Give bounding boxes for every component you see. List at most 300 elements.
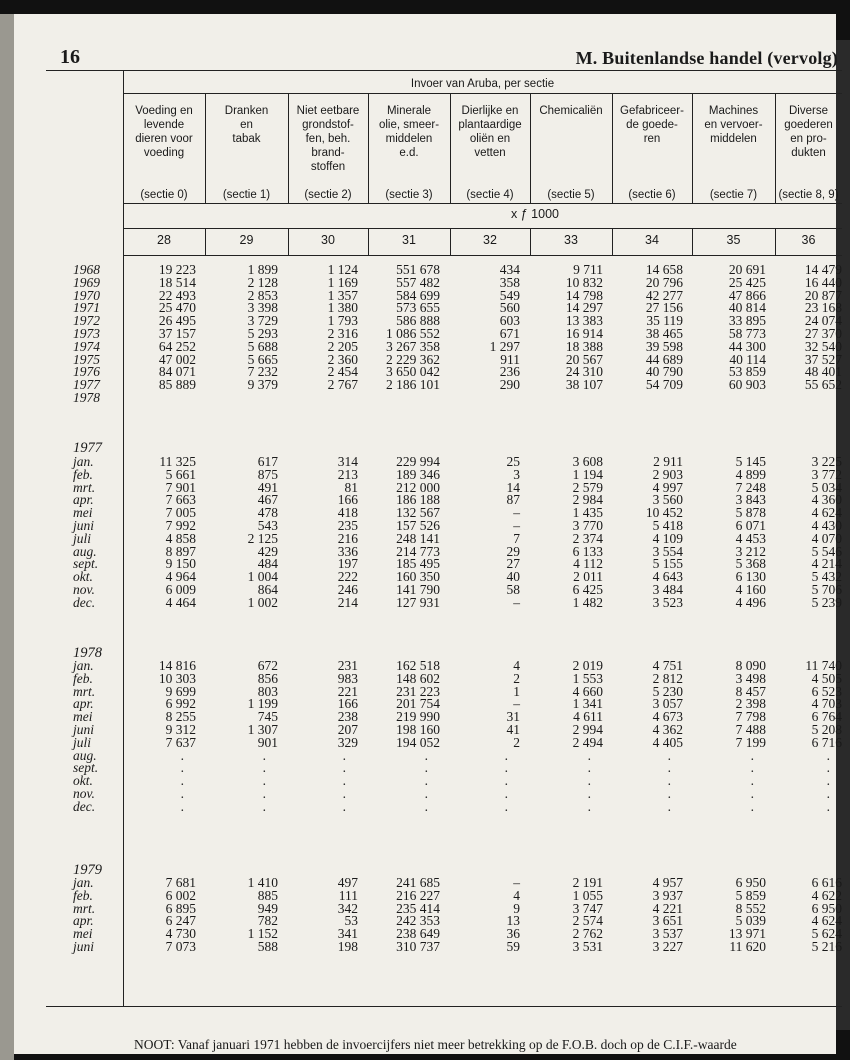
table-cell: . [262, 760, 266, 776]
table-cell: 14 658 [645, 262, 683, 277]
table-cell: 586 888 [396, 313, 440, 329]
table-cell: 4 964 [165, 569, 196, 585]
column-heading: Gefabriceer- de goede- ren [620, 105, 684, 145]
table-cell: 7 073 [165, 939, 196, 954]
table-cell: 2 125 [247, 530, 278, 546]
table-cell: . [826, 786, 830, 801]
table-cell: 58 [506, 582, 520, 597]
table-cell: 229 994 [396, 454, 440, 469]
table-cell: 2 191 [572, 875, 603, 890]
table-cell: 8 457 [735, 683, 766, 699]
table-cell: . [262, 773, 266, 789]
table-cell: 560 [499, 300, 520, 316]
table-cell: 901 [257, 734, 278, 750]
table-cell: 4 [513, 887, 520, 903]
table-cell: 4 160 [735, 582, 766, 597]
table-cell: . [262, 798, 266, 814]
table-cell: 219 990 [396, 709, 440, 725]
section-label: (sectie 1) [222, 189, 271, 201]
table-cell: 4 660 [572, 683, 603, 699]
table-cell: 543 [257, 518, 278, 533]
table-cell: 4 360 [811, 492, 842, 508]
table-cell: 16 440 [804, 274, 842, 290]
table-cell: 6 616 [811, 875, 842, 890]
column-number: 33 [564, 233, 578, 247]
row-label: sept. [73, 760, 99, 776]
column-number-rule [123, 255, 842, 256]
table-cell: 231 223 [396, 683, 440, 699]
table-cell: 4 405 [652, 734, 683, 750]
table-cell: 2 128 [247, 274, 278, 290]
table-cell: . [504, 760, 508, 776]
table-cell: 9 699 [165, 683, 196, 699]
table-cell: 42 277 [645, 287, 683, 303]
table-cell: 4 624 [811, 505, 842, 521]
table-cell: . [262, 786, 266, 801]
table-cell: 13 383 [565, 313, 603, 329]
table-cell: 2 494 [572, 734, 603, 750]
table-cell: 87 [506, 492, 520, 508]
table-cell: . [262, 747, 266, 763]
table-cell: 40 114 [729, 351, 766, 367]
table-cell: 4 496 [735, 594, 766, 610]
table-cell: 7 992 [165, 518, 196, 533]
row-label: okt. [73, 569, 93, 585]
table-cell: 207 [337, 722, 358, 737]
page-edge [0, 14, 14, 1060]
table-cell: 478 [257, 505, 278, 521]
column-number: 32 [483, 233, 497, 247]
row-label: feb. [73, 466, 93, 482]
page-number: 16 [60, 46, 80, 68]
table-cell: 782 [257, 913, 278, 929]
table-cell: 573 655 [396, 300, 440, 316]
table-cell: 4 957 [652, 875, 683, 890]
row-label: apr. [73, 492, 94, 508]
table-cell: 2 011 [573, 569, 603, 585]
table-cell: . [180, 760, 184, 776]
table-cell: 6 716 [811, 734, 842, 750]
table-cell: 3 770 [572, 518, 603, 533]
table-cell: 3 729 [247, 313, 278, 329]
table-cell: 2 [513, 734, 520, 750]
table-cell: 6 247 [165, 913, 196, 929]
table-cell: 20 691 [728, 262, 766, 277]
table-cell: 44 689 [645, 351, 683, 367]
table-cell: 329 [337, 734, 358, 750]
table-cell: 85 889 [158, 377, 196, 393]
table-cell: . [504, 798, 508, 814]
table-cell: 19 223 [158, 262, 196, 277]
table-cell: 4 362 [652, 722, 683, 737]
table-cell: 1 793 [327, 313, 358, 329]
table-cell: 64 252 [158, 338, 196, 354]
table-cell: 6 950 [811, 900, 842, 916]
table-cell: 6 002 [165, 887, 196, 903]
table-cell: 7 488 [735, 722, 766, 737]
column-number: 31 [402, 233, 416, 247]
row-label: 1975 [73, 351, 100, 367]
table-cell: . [342, 773, 346, 789]
table-cell: 231 [337, 658, 358, 673]
table-cell: 41 [506, 722, 520, 737]
table-cell: 1 169 [327, 274, 358, 290]
table-cell: 6 764 [811, 709, 842, 725]
table-cell: 216 227 [396, 887, 440, 903]
table-cell: 9 [513, 900, 520, 916]
table-cell: 197 [337, 556, 358, 572]
table-cell: 7 005 [165, 505, 196, 521]
table-cell: 58 773 [728, 326, 766, 341]
row-label: 1977 [73, 377, 100, 393]
table-cell: 216 [337, 530, 358, 546]
row-label: okt. [73, 773, 93, 789]
table-cell: 3 484 [652, 582, 683, 597]
table-cell: . [587, 747, 591, 763]
table-cell: 3 523 [652, 594, 683, 610]
table-cell: 7 901 [165, 479, 196, 495]
table-cell: 4 221 [652, 900, 683, 916]
table-cell: 5 878 [735, 505, 766, 521]
table-cell: 27 370 [804, 326, 842, 341]
column-number: 35 [726, 233, 741, 247]
table-cell: 241 685 [396, 875, 440, 890]
row-label: nov. [73, 582, 95, 597]
table-cell: 4 899 [735, 466, 766, 482]
table-cell: 5 230 [652, 683, 683, 699]
table-cell: 2 205 [327, 338, 358, 354]
table-cell: 1 410 [247, 875, 278, 890]
table-cell: 20 796 [645, 274, 683, 290]
table-cell: – [513, 518, 520, 533]
table-cell: 3 650 042 [386, 364, 440, 380]
table-cell: 84 071 [158, 364, 196, 380]
table-cell: 949 [257, 900, 278, 916]
table-cell: 9 150 [165, 556, 196, 572]
table-cell: 14 479 [804, 262, 842, 277]
top-rule [46, 70, 842, 71]
table-cell: 2 186 101 [386, 377, 440, 393]
table-cell: 603 [499, 313, 520, 329]
table-cell: 497 [337, 875, 358, 890]
table-cell: . [424, 747, 428, 763]
table-cell: 166 [337, 696, 358, 712]
table-cell: 26 495 [158, 313, 196, 329]
row-label: juni [73, 518, 95, 533]
table-cell: . [342, 760, 346, 776]
table-cell: 7 248 [735, 479, 766, 495]
table-cell: 8 552 [735, 900, 766, 916]
row-label: juni [73, 722, 95, 737]
table-cell: 214 773 [396, 543, 440, 559]
row-label: 1970 [73, 287, 100, 303]
table-cell: 4 464 [165, 594, 196, 610]
row-label: aug. [73, 747, 97, 763]
table-cell: 2 994 [572, 722, 603, 737]
column-number: 34 [645, 233, 659, 247]
table-cell: 5 665 [247, 351, 278, 367]
table-cell: 3 651 [652, 913, 683, 929]
table-cell: 3 608 [572, 454, 603, 469]
table-cell: 201 754 [396, 696, 440, 712]
table-cell: 44 300 [728, 338, 766, 354]
table-cell: 6 523 [811, 683, 842, 699]
table-cell: 1 435 [572, 505, 603, 521]
section-label: (sectie 2) [304, 189, 352, 201]
table-cell: . [587, 798, 591, 814]
section-label: (sectie 0) [140, 189, 188, 201]
table-cell: 4 622 [811, 887, 842, 903]
column-number: 29 [239, 233, 254, 247]
table-cell: 1 [513, 683, 520, 699]
table-cell: 20 567 [565, 351, 603, 367]
table-cell: 5 706 [811, 582, 842, 597]
table-cell: 3 747 [572, 900, 603, 916]
table-cell: 5 546 [811, 543, 842, 559]
section-label: (sectie 4) [466, 189, 514, 201]
table-cell: 238 [337, 709, 358, 725]
table-cell: 1 124 [327, 262, 358, 277]
table-cell: 157 526 [396, 518, 440, 533]
table-cell: 2 812 [652, 670, 683, 686]
table-cell: 48 401 [804, 364, 842, 380]
table-cell: . [826, 760, 830, 776]
table-cell: 1 307 [247, 722, 278, 737]
row-label: 1978 [73, 390, 100, 405]
table-cell: 236 [499, 364, 520, 380]
row-label: dec. [73, 594, 96, 610]
table-cell: 13 [506, 913, 520, 929]
table-cell: 1 341 [572, 696, 603, 712]
table-cell: 3 227 [652, 939, 683, 954]
row-label: mrt. [73, 900, 96, 916]
footnote: NOOT: Vanaf januari 1971 hebben de invoercijfers niet meer betrekking op de F.O.B. doch op de C.I.F.-waarde [134, 1037, 737, 1052]
row-label: 1976 [73, 364, 100, 380]
row-label: mrt. [73, 479, 96, 495]
column-heading: Diverse goederen en pro- dukten [784, 105, 833, 159]
table-cell: 5 661 [165, 466, 196, 482]
table-cell: 10 832 [565, 274, 603, 290]
table-cell: 2 911 [653, 454, 683, 469]
table-cell: 4 [513, 658, 520, 673]
table-cell: 467 [257, 492, 278, 508]
table-cell: 911 [500, 351, 520, 367]
table-cell: – [513, 505, 520, 521]
table-cell: 584 699 [396, 287, 440, 303]
table-cell: 7 232 [247, 364, 278, 380]
table-cell: . [180, 773, 184, 789]
table-cell: 11 620 [729, 939, 766, 954]
table-cell: 1 482 [572, 594, 603, 610]
table-cell: 2 360 [327, 351, 358, 367]
table-cell: 875 [257, 466, 278, 482]
table-cell: 148 602 [396, 670, 440, 686]
table-cell: 221 [337, 683, 358, 699]
table-cell: 5 155 [652, 556, 683, 572]
table-cell: 37 527 [804, 351, 842, 367]
table-cell: 6 992 [165, 696, 196, 712]
table-cell: 4 430 [811, 518, 842, 533]
row-label: jan. [73, 658, 94, 673]
row-label: sept. [73, 556, 99, 572]
table-cell: . [342, 747, 346, 763]
column-heading: Niet eetbare grondstof- fen, beh. brand- stoffen [296, 105, 360, 173]
year-heading: 1977 [73, 440, 102, 456]
row-label: mei [73, 709, 93, 725]
running-head: M. Buitenlandse handel (vervolg) [575, 48, 838, 68]
table-cell: . [750, 760, 754, 776]
table-cell: 24 074 [804, 313, 842, 329]
table-cell: 864 [257, 582, 278, 597]
table-cell: 14 816 [158, 658, 196, 673]
table-cell: 81 [344, 479, 358, 495]
table-cell: 745 [257, 709, 278, 725]
table-cell: 7 [513, 530, 520, 546]
table-cell: 310 737 [396, 939, 440, 954]
row-label: aug. [73, 543, 97, 559]
row-label: apr. [73, 696, 94, 712]
table-cell: 59 [506, 939, 520, 954]
table-cell: 9 711 [573, 262, 603, 277]
table-cell: 222 [337, 569, 358, 585]
table-cell: 672 [257, 658, 278, 673]
row-label: apr. [73, 913, 94, 929]
table-cell: 3 212 [735, 543, 766, 559]
table-cell: 3 498 [735, 670, 766, 686]
unit-rule [123, 228, 842, 229]
table-cell: 13 971 [728, 926, 766, 942]
table-cell: 341 [337, 926, 358, 942]
row-label: feb. [73, 887, 93, 903]
table-cell: . [826, 773, 830, 789]
table-cell: . [587, 773, 591, 789]
table-cell: 3 537 [652, 926, 683, 942]
table-cell: . [180, 786, 184, 801]
section-label: (sectie 8, 9) [778, 189, 839, 201]
table-cell: . [667, 760, 671, 776]
table-cell: 18 514 [158, 274, 196, 290]
column-heading: Dierlijke en plantaardige oliën en vetten [458, 105, 522, 159]
table-cell: 25 [506, 454, 520, 469]
table-cell: 235 [337, 518, 358, 533]
table-cell: 6 895 [165, 900, 196, 916]
table-cell: 53 859 [728, 364, 766, 380]
table-cell: 18 388 [565, 338, 603, 354]
table-cell: 4 673 [652, 709, 683, 725]
column-heading: Machines en vervoer- middelen [704, 105, 763, 145]
table-cell: 54 709 [645, 377, 683, 393]
table-cell: 3 772 [811, 466, 842, 482]
table-cell: 3 843 [735, 492, 766, 508]
table-cell: . [587, 786, 591, 801]
table-cell: 23 168 [804, 300, 842, 316]
table-cell: 588 [257, 939, 278, 954]
table-cell: 14 798 [565, 287, 603, 303]
document-page [14, 14, 842, 1054]
table-cell: 20 877 [804, 287, 842, 303]
table-cell: 5 368 [735, 556, 766, 572]
table-cell: 983 [337, 670, 358, 686]
table-cell: 38 465 [645, 326, 683, 341]
table-cell: 3 225 [811, 454, 842, 469]
table-cell: 2 316 [327, 326, 358, 341]
table-cell: 2 019 [572, 658, 603, 673]
table-cell: 358 [499, 274, 520, 290]
table-cell: 2 229 362 [386, 351, 440, 367]
table-cell: 4 997 [652, 479, 683, 495]
table-cell: . [667, 747, 671, 763]
table-cell: 5 039 [735, 913, 766, 929]
table-cell: 7 199 [735, 734, 766, 750]
table-cell: 60 903 [728, 377, 766, 393]
bottom-rule [46, 1006, 842, 1007]
table-cell: 1 899 [247, 262, 278, 277]
table-cell: . [826, 798, 830, 814]
table-cell: 3 560 [652, 492, 683, 508]
section-label: (sectie 3) [385, 189, 433, 201]
table-cell: 4 611 [573, 709, 603, 725]
table-cell: 55 652 [804, 377, 842, 393]
table-cell: 198 160 [396, 722, 440, 737]
row-label: 1971 [73, 300, 100, 316]
table-cell: 885 [257, 887, 278, 903]
table-cell: . [424, 786, 428, 801]
row-label: 1968 [73, 262, 100, 277]
table-cell: 2 574 [572, 913, 603, 929]
table-cell: 132 567 [396, 505, 440, 521]
table-cell: . [504, 747, 508, 763]
table-cell: 29 [506, 543, 520, 559]
table-cell: 2 [513, 670, 520, 686]
column-heading: Voeding en levende dieren voor voeding [135, 105, 193, 159]
table-cell: 14 [506, 479, 520, 495]
table-cell: . [667, 773, 671, 789]
table-cell: 4 751 [652, 658, 683, 673]
table-cell: 5 034 [811, 479, 842, 495]
table-cell: 162 518 [396, 658, 440, 673]
table-cell: 8 255 [165, 709, 196, 725]
table-cell: . [180, 798, 184, 814]
table-cell: 336 [337, 543, 358, 559]
table-cell: 5 293 [247, 326, 278, 341]
table-cell: 1 152 [247, 926, 278, 942]
table-cell: 549 [499, 287, 520, 303]
table-cell: 166 [337, 492, 358, 508]
table-cell: . [424, 773, 428, 789]
table-cell: 1 297 [489, 338, 520, 354]
table-cell: 53 [344, 913, 358, 929]
table-cell: 186 188 [396, 492, 440, 508]
table-cell: . [750, 798, 754, 814]
table-cell: 671 [499, 326, 520, 341]
row-label: 1972 [73, 313, 100, 329]
table-cell: 1 553 [572, 670, 603, 686]
table-cell: 856 [257, 670, 278, 686]
column-number: 36 [801, 233, 816, 247]
table-cell: 3 554 [652, 543, 683, 559]
row-label: 1974 [73, 338, 100, 354]
table-cell: 4 214 [811, 556, 842, 572]
section-label: (sectie 6) [628, 189, 676, 201]
table-cell: . [587, 760, 591, 776]
table-cell: . [667, 786, 671, 801]
table-cell: 3 267 358 [386, 338, 440, 354]
table-cell: 551 678 [396, 262, 440, 277]
row-label: juli [73, 530, 92, 546]
table-cell: 2 853 [247, 287, 278, 303]
table-cell: . [180, 747, 184, 763]
table-cell: 246 [337, 582, 358, 597]
